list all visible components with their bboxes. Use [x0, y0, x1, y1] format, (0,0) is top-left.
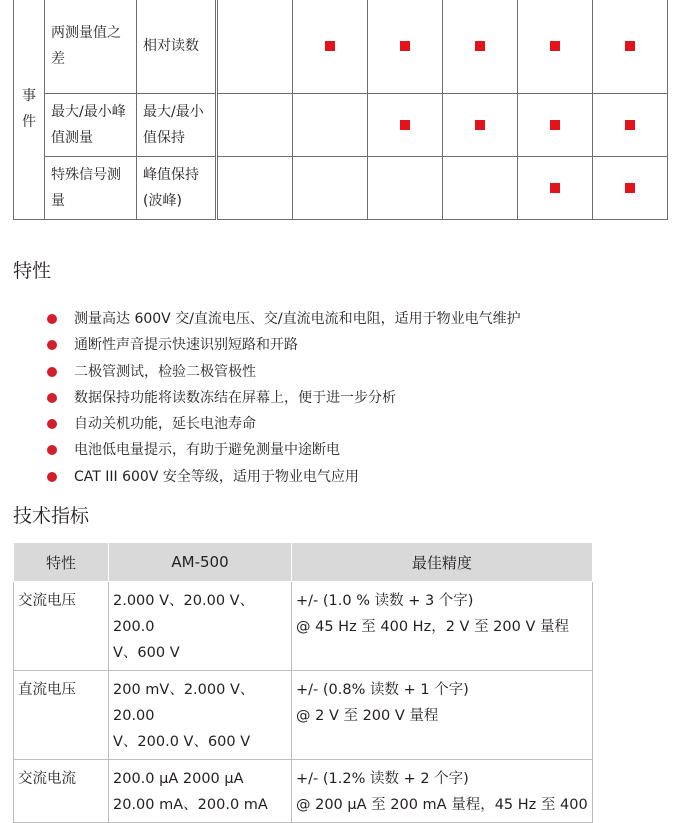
column-header: AM-500: [109, 543, 292, 582]
bullet-icon: [47, 393, 57, 403]
bullet-icon: [47, 340, 57, 350]
bullet-icon: [47, 367, 57, 377]
range-cell: 200.0 μA 2000 μA 20.00 mA、200.0 mA: [109, 760, 292, 823]
mark-square: [625, 120, 635, 130]
mark-cell: [443, 157, 518, 220]
function-cell: 峰值保持 (波峰): [137, 157, 217, 220]
list-item: 测量高达 600V 交/直流电压、交/直流电流和电阻，适用于物业电气维护: [47, 306, 521, 332]
bullet-icon: [47, 472, 57, 482]
mark-cell: [593, 94, 668, 157]
mark-cell: [593, 157, 668, 220]
mark-cell: [518, 0, 593, 94]
mark-square: [625, 41, 635, 51]
list-item: 自动关机功能，延长电池寿命: [47, 411, 521, 437]
column-header: 特性: [14, 543, 109, 582]
features-list: [47, 306, 521, 490]
range-cell: 2.000 V、20.00 V、200.0 V、600 V: [109, 582, 292, 671]
measurement-cell: 两测量值之 差: [45, 0, 137, 94]
mark-cell: [368, 157, 443, 220]
feature-cell: 交流电流: [14, 760, 109, 823]
category-cell: [14, 0, 45, 220]
specs-table: [13, 542, 593, 823]
mark-square: [325, 41, 335, 51]
mark-cell: [518, 94, 593, 157]
mark-square: [400, 120, 410, 130]
mark-cell: [217, 157, 293, 220]
feature-cell: 交流电压: [14, 582, 109, 671]
column-header: 最佳精度: [292, 543, 593, 582]
accuracy-cell: +/- (1.2% 读数 + 2 个字) @ 200 μA 至 200 mA 量程，45 Hz 至 400: [292, 760, 593, 823]
mark-cell: [368, 0, 443, 94]
feature-cell: 直流电压: [14, 671, 109, 760]
table-row: [14, 582, 593, 671]
table-row: [14, 671, 593, 760]
list-item: 通断性声音提示快速识别短路和开路: [47, 332, 521, 358]
mark-square: [475, 41, 485, 51]
function-cell: 最大/最小 值保持: [137, 94, 217, 157]
list-item: 数据保持功能将读数冻结在屏幕上，便于进一步分析: [47, 385, 521, 411]
specs-heading: 技术指标: [13, 505, 90, 527]
accuracy-cell: +/- (0.8% 读数 + 1 个字) @ 2 V 至 200 V 量程: [292, 671, 593, 760]
mark-square: [550, 183, 560, 193]
mark-square: [475, 120, 485, 130]
mark-cell: [293, 0, 368, 94]
mark-cell: [443, 0, 518, 94]
mark-cell: [217, 94, 293, 157]
mark-cell: [593, 0, 668, 94]
mark-cell: [443, 94, 518, 157]
bullet-icon: [47, 314, 57, 324]
function-table: [13, 0, 668, 220]
list-item: CAT III 600V 安全等级，适用于物业电气应用: [47, 464, 521, 490]
function-cell: 相对读数: [137, 0, 217, 94]
category-label: 事件: [22, 88, 36, 130]
list-item: 二极管测试，检验二极管极性: [47, 359, 521, 385]
table-row: [14, 760, 593, 823]
features-heading: 特性: [13, 260, 52, 282]
bullet-icon: [47, 419, 57, 429]
mark-cell: [217, 0, 293, 94]
mark-square: [625, 183, 635, 193]
mark-cell: [368, 94, 443, 157]
mark-square: [550, 41, 560, 51]
mark-square: [400, 41, 410, 51]
bullet-icon: [47, 445, 57, 455]
list-item: 电池低电量提示，有助于避免测量中途断电: [47, 437, 521, 463]
accuracy-cell: +/- (1.0 % 读数 + 3 个字) @ 45 Hz 至 400 Hz，2 V 至 200 V 量程: [292, 582, 593, 671]
measurement-cell: 特殊信号测 量: [45, 157, 137, 220]
range-cell: 200 mV、2.000 V、20.00 V、200.0 V、600 V: [109, 671, 292, 760]
mark-cell: [293, 94, 368, 157]
mark-square: [550, 120, 560, 130]
mark-cell: [293, 157, 368, 220]
mark-cell: [518, 157, 593, 220]
measurement-cell: 最大/最小峰 值测量: [45, 94, 137, 157]
